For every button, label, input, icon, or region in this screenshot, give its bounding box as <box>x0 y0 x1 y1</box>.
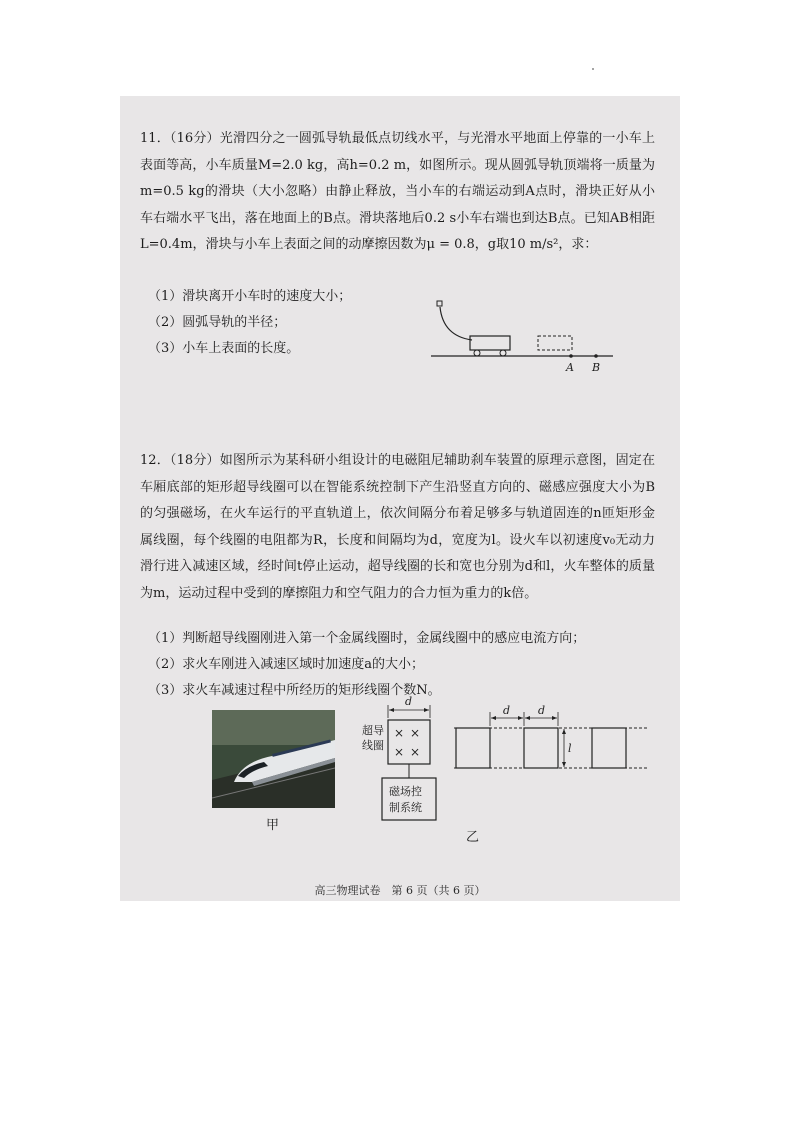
svg-text:×: × <box>394 726 405 740</box>
page-footer: 高三物理试卷 第 6 页（共 6 页） <box>314 884 486 897</box>
train-photo <box>212 710 335 808</box>
coil-length-d-label: d <box>538 704 546 717</box>
coil-width-l-label: l <box>568 742 572 755</box>
question-12-part-1: （1）判断超导线圈刚进入第一个金属线圈时，金属线圈中的感应电流方向； <box>148 631 586 646</box>
control-label-2: 制系统 <box>389 801 422 814</box>
question-11-text: 11．（16分）光滑四分之一圆弧导轨最低点切线水平，与光滑水平地面上停靠的一小车上表面等高，小车质量M=2.0 kg，高h=0.2 m，如图所示。现从圆弧导轨顶端将一质量为m=0.5 kg的滑块（大小忽略）由静止释放，当小车的右端运动到A点时，滑块正好从小车右端水平飞出，落在地面上的B点。滑块落地后0.2 s小车右端也到达B点。已知AB相距L=0.4m，滑块与小车上表面之间的动摩擦因数为μ = 0.8，g取10 m/s²，求： <box>140 131 655 253</box>
svg-text:×: × <box>410 726 421 740</box>
control-label-1: 磁场控 <box>389 785 422 798</box>
point-a-label: A <box>566 361 574 374</box>
gap-d-label: d <box>503 704 511 717</box>
exam-page <box>120 96 680 901</box>
coil-label-1: 超导 <box>362 724 384 737</box>
question-12-part-3: （3）求火车减速过程中所经历的矩形线圈个数N。 <box>148 683 441 698</box>
svg-text:×: × <box>410 745 421 759</box>
question-11-part-2: （2）圆弧导轨的半径； <box>148 315 287 330</box>
question-11 <box>140 126 655 259</box>
question-11-figure <box>425 296 615 376</box>
question-12-part-2: （2）求火车刚进入减速区域时加速度a的大小； <box>148 657 425 672</box>
coil-width-label: d <box>405 695 413 708</box>
question-11-part-3: （3）小车上表面的长度。 <box>148 341 300 356</box>
point-b-label: B <box>592 361 601 374</box>
figure-caption-jia: 甲 <box>266 818 280 833</box>
coil-label-2: 线圈 <box>362 739 384 752</box>
question-12 <box>140 448 655 608</box>
question-11-part-1: （1）滑块离开小车时的速度大小； <box>148 289 352 304</box>
train-image <box>212 710 335 808</box>
svg-text:×: × <box>394 745 405 759</box>
coil-diagram <box>358 690 658 830</box>
figure-caption-yi: 乙 <box>466 830 480 845</box>
speck <box>592 68 594 70</box>
question-12-text: 12．（18分）如图所示为某科研小组设计的电磁阻尼辅助刹车装置的原理示意图，固定在车厢底部的矩形超导线圈可以在智能系统控制下产生沿竖直方向的、磁感应强度大小为B的匀强磁场，在火车运行的平直轨道上，依次间隔分布着足够多与轨道固连的n匝矩形金属线圈，每个线圈的电阻都为R，长度和间隔均为d，宽度为l。设火车以初速度v₀无动力滑行进入减速区域，经时间t停止运动，超导线圈的长和宽也分别为d和l，火车整体的质量为m，运动过程中受到的摩擦阻力和空气阻力的合力恒为重力的k倍。 <box>140 453 655 601</box>
question-11-parts <box>148 284 351 362</box>
